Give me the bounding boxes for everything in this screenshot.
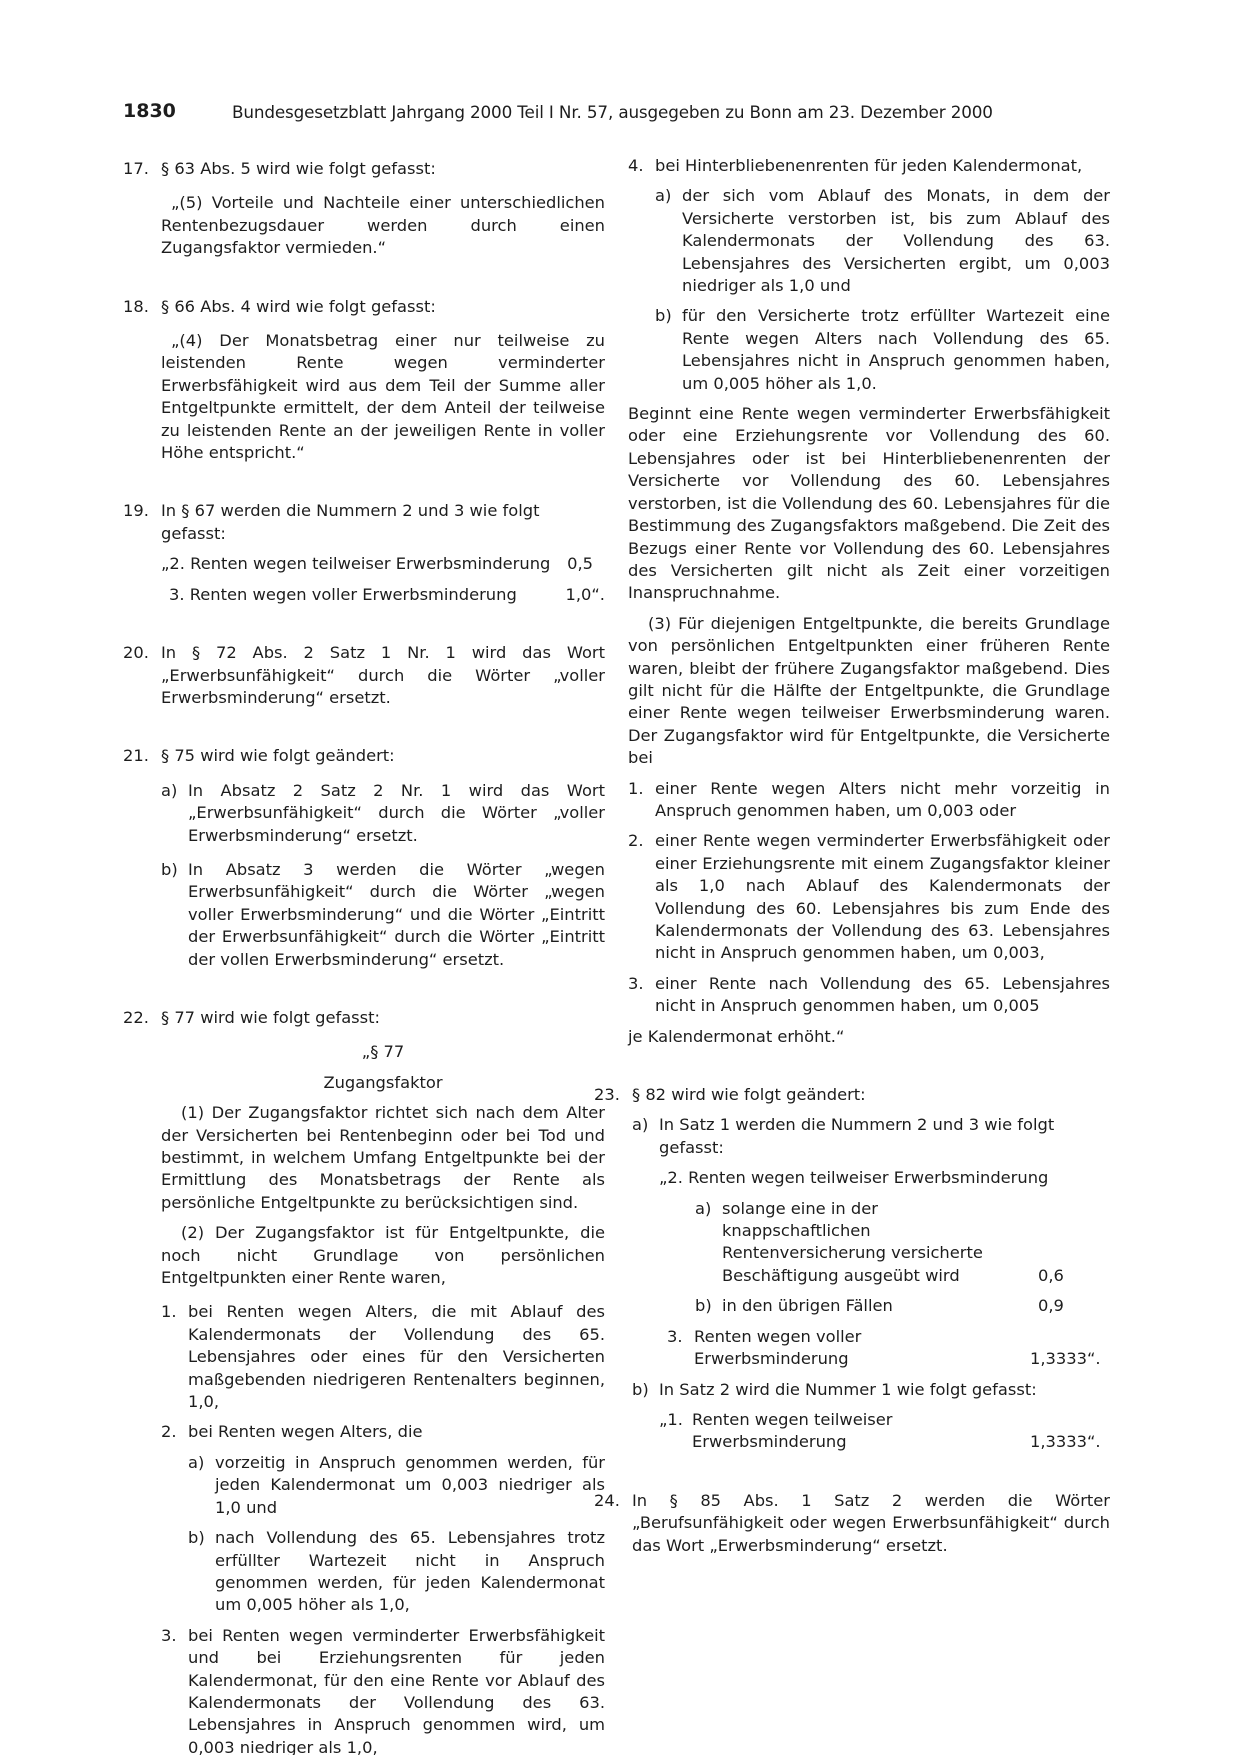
sub-label: b)	[188, 1528, 205, 1548]
rate-value: 1,3333“.	[1030, 1349, 1101, 1369]
rate-list	[123, 553, 605, 606]
rate-label: in den übrigen Fällen	[722, 1296, 893, 1316]
item-20	[123, 642, 605, 709]
quoted-paragraph: „(4) Der Monatsbetrag einer nur teilweise zu leistenden Rente wegen verminderter Erwerbsfähigkeit wird aus dem Teil der Summe aller Entgeltpunkte ermittelt, der dem Anteil der teilweise zu leistenden Rente an der jeweiligen Rente in voller Höhe entspricht.“	[161, 331, 605, 463]
item-22	[123, 1007, 605, 1755]
section-heading: Zugangsfaktor	[323, 1072, 443, 1092]
rate-value: 0,6	[1038, 1265, 1064, 1285]
rate-cell	[667, 1326, 1030, 1371]
sub-text: vorzeitig in Anspruch genommen werden, für jeden Kalendermonat um 0,003 niedriger als 1,0 und	[215, 1452, 605, 1517]
numbered-text: einer Rente wegen verminderter Erwerbsfähigkeit oder einer Erziehungsrente mit einem Zugangsfaktor kleiner als 1,0 nach Ablauf des Kalendermonats der Vollendung des 60. Lebensjahres bis zum Ende des Kalendermonats der Vollendung des 63. Lebensjahres nicht in Anspruch genommen haben, um 0,003,	[655, 831, 1110, 963]
rate-label: solange eine in der knappschaftlichen Rentenversicherung versicherte Beschäftigung ausgeübt wird	[722, 1198, 983, 1285]
sub-item-b	[632, 1379, 1110, 1454]
rate-row	[659, 1409, 1110, 1454]
rate-label: 3. Renten wegen voller Erwerbsminderung	[169, 584, 517, 604]
numbered-item-3	[628, 973, 1110, 1018]
sub-label: „1.	[659, 1409, 683, 1429]
sub-text: In Absatz 3 werden die Wörter „wegen Erwerbsunfähigkeit“ durch die Wörter „wegen voller Erwerbsminderung“ und die Wörter „Eintritt der Erwerbsunfähigkeit“ durch die Wörter „Eintritt der vollen Erwerbsminderung“ ersetzt.	[188, 859, 605, 969]
rate-cell	[695, 1198, 1038, 1288]
sub-text: der sich vom Ablauf des Monats, in dem der Versicherte verstorben ist, bis zum Ablauf des Kalendermonats der Vollendung des 63. Lebensjahres des Versicherten ergibt, um 0,003 niedriger als 1,0 und	[682, 186, 1110, 296]
sub-text: für den Versicherte trotz erfüllter Wartezeit eine Rente wegen Alters nach Vollendung des 65. Lebensjahres nicht in Anspruch genommen haben, um 0,005 höher als 1,0.	[682, 306, 1110, 393]
numbered-label: 3.	[628, 973, 644, 993]
right-column	[594, 155, 1110, 1557]
numbered-text: bei Hinterbliebenenrenten für jeden Kalendermonat,	[655, 156, 1083, 175]
sub-item-a	[632, 1114, 1110, 1370]
item-text: § 77 wird wie folgt gefasst:	[161, 1007, 381, 1027]
paragraph-1: (1) Der Zugangsfaktor richtet sich nach dem Alter der Versicherten bei Rentenbeginn oder bei Tod und bestimmt, in welchem Umfang Entgeltpunkte bei der Ermittlung des Monatsbetrags der Rente als persönliche Entgeltpunkte zu berücksichtigen sind.	[161, 1103, 605, 1212]
item-number: 21.	[123, 746, 149, 766]
rate-row	[695, 1198, 1110, 1288]
running-title: Bundesgesetzblatt Jahrgang 2000 Teil I Nr. 57, ausgegeben zu Bonn am 23. Dezember 2000	[232, 102, 993, 122]
item-19	[123, 500, 605, 545]
sub-label: b)	[161, 859, 178, 879]
rate-value: 1,3333“.	[1030, 1432, 1101, 1452]
rate-label: „2. Renten wegen teilweiser Erwerbsminderung	[161, 554, 551, 574]
rate-label: Renten wegen teilweiser Erwerbsminderung	[692, 1409, 893, 1452]
sub-label: b)	[632, 1379, 649, 1399]
numbered-text: einer Rente wegen Alters nicht mehr vorzeitig in Anspruch genommen haben, um 0,003 oder	[655, 778, 1110, 820]
item-number: 19.	[123, 501, 149, 521]
numbered-label: 2.	[628, 831, 644, 851]
numbered-item-4	[628, 155, 1110, 395]
sub-item-b	[655, 305, 1110, 395]
sub-label: a)	[161, 780, 178, 800]
sub-item-b	[188, 1527, 605, 1617]
rate-value: 0,9	[1038, 1296, 1064, 1316]
item-24	[594, 1490, 1110, 1557]
item-number: 17.	[123, 159, 149, 178]
rate-cell	[659, 1409, 1030, 1454]
numbered-label: 4.	[628, 156, 644, 175]
sub-text: In Absatz 2 Satz 2 Nr. 1 wird das Wort „Erwerbsunfähigkeit“ durch die Wörter „voller Erwerbsminderung“ ersetzt.	[188, 780, 605, 845]
rate-row	[695, 1295, 1110, 1317]
item-23	[594, 1084, 1110, 1454]
quoted-paragraph: „(5) Vorteile und Nachteile einer unterschiedlichen Rentenbezugsdauer werden durch einen Zugangsfaktor vermieden.“	[161, 193, 605, 258]
sub-label: a)	[655, 186, 672, 206]
numbered-text: bei Renten wegen Alters, die	[188, 1422, 423, 1442]
numbered-item-2	[628, 830, 1110, 964]
sub-text: nach Vollendung des 65. Lebensjahres trotz erfüllter Wartezeit nicht in Anspruch genommen werden, für jeden Kalendermonat um 0,005 höher als 1,0,	[215, 1528, 605, 1615]
item-number: 22.	[123, 1007, 149, 1027]
item-17	[123, 158, 605, 180]
page-number: 1830	[123, 100, 176, 122]
sub-label: a)	[695, 1198, 712, 1218]
paragraph-2: (2) Der Zugangsfaktor ist für Entgeltpunkte, die noch nicht Grundlage von persönlichen Entgeltpunkten einer Rente waren,	[161, 1223, 605, 1288]
rate-value: 0,5	[567, 554, 593, 574]
item-number: 24.	[594, 1490, 620, 1510]
rate-row	[161, 584, 605, 606]
numbered-item-1	[628, 778, 1110, 823]
item-text: In § 85 Abs. 1 Satz 2 werden die Wörter „Berufsunfähigkeit oder wegen Erwerbsunfähigkeit“ durch das Wort „Erwerbsminderung“ ersetzt.	[632, 1490, 1110, 1555]
rate-row	[659, 1326, 1110, 1371]
sub-item-a	[655, 185, 1110, 297]
sub-label: b)	[695, 1296, 712, 1316]
item-text: In § 72 Abs. 2 Satz 1 Nr. 1 wird das Wort „Erwerbsunfähigkeit“ durch die Wörter „voller Erwerbsminderung“ ersetzt.	[161, 643, 605, 707]
left-column	[123, 158, 605, 1755]
numbered-item-2	[161, 1421, 605, 1616]
numbered-text: einer Rente nach Vollendung des 65. Lebensjahres nicht in Anspruch genommen haben, um 0,005	[655, 973, 1110, 1016]
item-number: 20.	[123, 643, 149, 663]
numbered-item-3	[161, 1625, 605, 1755]
sub-item-a	[161, 780, 605, 847]
item-text: In § 67 werden die Nummern 2 und 3 wie folgt gefasst:	[161, 501, 540, 543]
numbered-label: 1.	[161, 1302, 177, 1322]
rate-table	[659, 1198, 1110, 1318]
sub-label: a)	[188, 1452, 205, 1472]
rate-row	[161, 553, 605, 575]
sub-item-a	[188, 1452, 605, 1519]
sub-text: In Satz 1 werden die Nummern 2 und 3 wie folgt gefasst:	[659, 1115, 1055, 1157]
sub-text: In Satz 2 wird die Nummer 1 wie folgt gefasst:	[659, 1379, 1037, 1399]
paragraph-beginnt: Beginnt eine Rente wegen verminderter Erwerbsfähigkeit oder eine Erziehungsrente vor Vollendung des 60. Lebensjahres oder ist bei Hinterbliebenenrenten der Versicherte vor Vollendung des 60. Lebensjahres verstorben, ist die Vollendung des 60. Lebensjahres für die Bestimmung des Zugangsfaktors maßgebend. Die Zeit des Bezugs einer Rente vor Vollendung des 60. Lebensjahres des Versicherten gilt nicht als Zeit einer vorzeitigen Inanspruchnahme.	[628, 404, 1110, 603]
item-number: 23.	[594, 1085, 620, 1105]
sub-label: b)	[655, 306, 672, 326]
sub-label: 3.	[667, 1326, 683, 1346]
numbered-item-1	[161, 1301, 605, 1413]
rate-label: Renten wegen voller Erwerbsminderung	[694, 1326, 862, 1369]
section-number: „§ 77	[361, 1042, 405, 1062]
sub-item-b	[161, 859, 605, 971]
rate-cell	[695, 1295, 1038, 1317]
item-text: § 82 wird wie folgt geändert:	[632, 1085, 866, 1105]
item-21	[123, 745, 605, 971]
quoted-rate-2: „2. Renten wegen teilweiser Erwerbsminderung	[659, 1168, 1049, 1188]
numbered-text: bei Renten wegen verminderter Erwerbsfähigkeit und bei Erziehungsrenten für jeden Kalendermonat, für den eine Rente vor Ablauf des Kalendermonats der Vollendung des 63. Lebensjahres in Anspruch genommen wird, um 0,003 niedriger als 1,0,	[188, 1625, 605, 1755]
closing-line: je Kalendermonat erhöht.“	[628, 1026, 845, 1046]
sub-label: a)	[632, 1115, 649, 1135]
item-number: 18.	[123, 296, 149, 316]
numbered-label: 2.	[161, 1422, 177, 1442]
item-text: § 75 wird wie folgt geändert:	[161, 746, 395, 766]
item-text: § 63 Abs. 5 wird wie folgt gefasst:	[161, 159, 436, 178]
numbered-label: 1.	[628, 778, 644, 798]
numbered-label: 3.	[161, 1625, 177, 1645]
paragraph-3: (3) Für diejenigen Entgeltpunkte, die bereits Grundlage von persönlichen Entgeltpunkten einer früheren Rente waren, bleibt der frühere Zugangsfaktor maßgebend. Dies gilt nicht für die Hälfte der Entgeltpunkte, die Grundlage einer Rente wegen teilweiser Erwerbsminderung waren. Der Zugangsfaktor wird für Entgeltpunkte, die Versicherte bei	[628, 613, 1110, 768]
item-text: § 66 Abs. 4 wird wie folgt gefasst:	[161, 296, 436, 316]
numbered-text: bei Renten wegen Alters, die mit Ablauf des Kalendermonats der Vollendung des 65. Lebensjahres oder eines für den Versicherten maßgebenden niedrigeren Rentenalters beginnen, 1,0,	[188, 1302, 605, 1412]
item-18	[123, 296, 605, 318]
rate-value: 1,0“.	[565, 584, 605, 604]
